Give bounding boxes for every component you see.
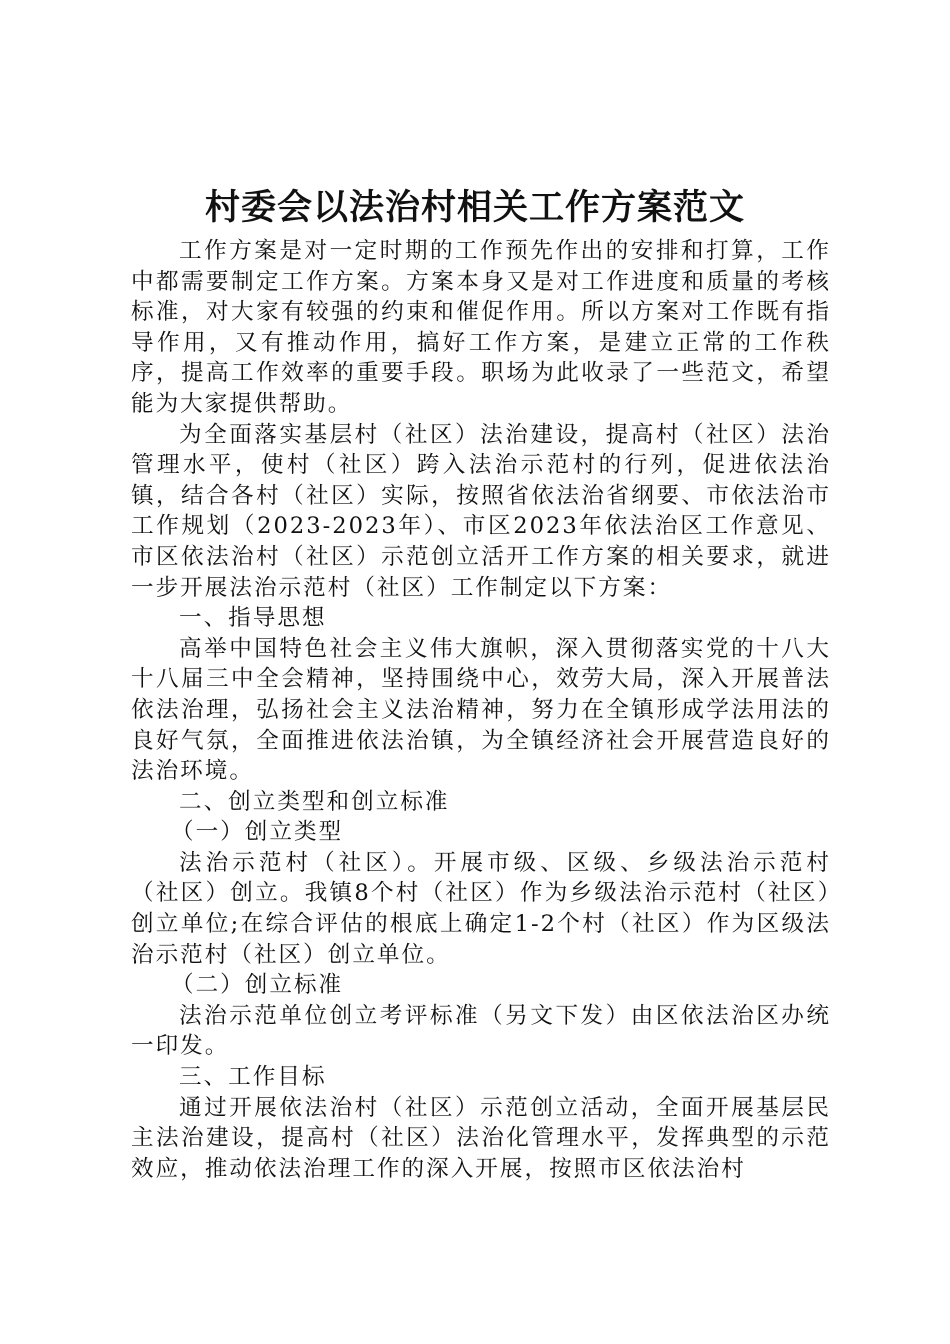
- creation-standard-paragraph: 法治示范单位创立考评标准（另文下发）由区依法治区办统一印发。: [131, 1002, 831, 1060]
- section-heading-guiding-ideology: 一、指导思想: [179, 605, 327, 632]
- section-heading-work-goals: 三、工作目标: [179, 1064, 327, 1091]
- creation-type-paragraph: 法治示范村（社区）。开展市级、区级、乡级法治示范村（社区）创立。我镇8个村（社区）作为乡级法治示范村（社区）创立单位;在综合评估的根底上确定1-2个村（社区）作为区级法治示范村（社区）创立单位。: [131, 849, 831, 968]
- intro-paragraph: 工作方案是对一定时期的工作预先作出的安排和打算，工作中都需要制定工作方案。方案本身又是对工作进度和质量的考核标准，对大家有较强的约束和催促作用。所以方案对工作既有指导作用，又有推动作用，搞好工作方案，是建立正常的工作秩序，提高工作效率的重要手段。职场为此收录了一些范文，希望能为大家提供帮助。: [131, 238, 831, 417]
- work-goals-paragraph: 通过开展依法治村（社区）示范创立活动，全面开展基层民主法治建设，提高村（社区）法治化管理水平，发挥典型的示范效应，推动依法治理工作的深入开展，按照市区依法治村: [131, 1094, 831, 1182]
- subheading-creation-type: （一）创立类型: [171, 819, 344, 846]
- document-body: [131, 236, 831, 1184]
- guiding-ideology-paragraph: 高举中国特色社会主义伟大旗帜，深入贯彻落实党的十八大十八届三中全会精神，坚持围绕中心，效劳大局，深入开展普法依法治理，弘扬社会主义法治精神，努力在全镇形成学法用法的良好气氛，全面推进依法治镇，为全镇经济社会开展营造良好的法治环境。: [131, 635, 831, 785]
- subheading-creation-standard: （二）创立标准: [171, 972, 344, 999]
- purpose-paragraph: 为全面落实基层村（社区）法治建设，提高村（社区）法治管理水平，使村（社区）跨入法治示范村的行列，促进依法治镇，结合各村（社区）实际，按照省依法治省纲要、市依法治市工作规划（2023-2023年）、市区2023年依法治区工作意见、市区依法治村（社区）示范创立活开工作方案的相关要求，就进一步开展法治示范村（社区）工作制定以下方案：: [131, 421, 831, 601]
- section-heading-types-standards: 二、创立类型和创立标准: [179, 788, 450, 815]
- document-title: 村委会以法治村相关工作方案范文: [204, 188, 745, 228]
